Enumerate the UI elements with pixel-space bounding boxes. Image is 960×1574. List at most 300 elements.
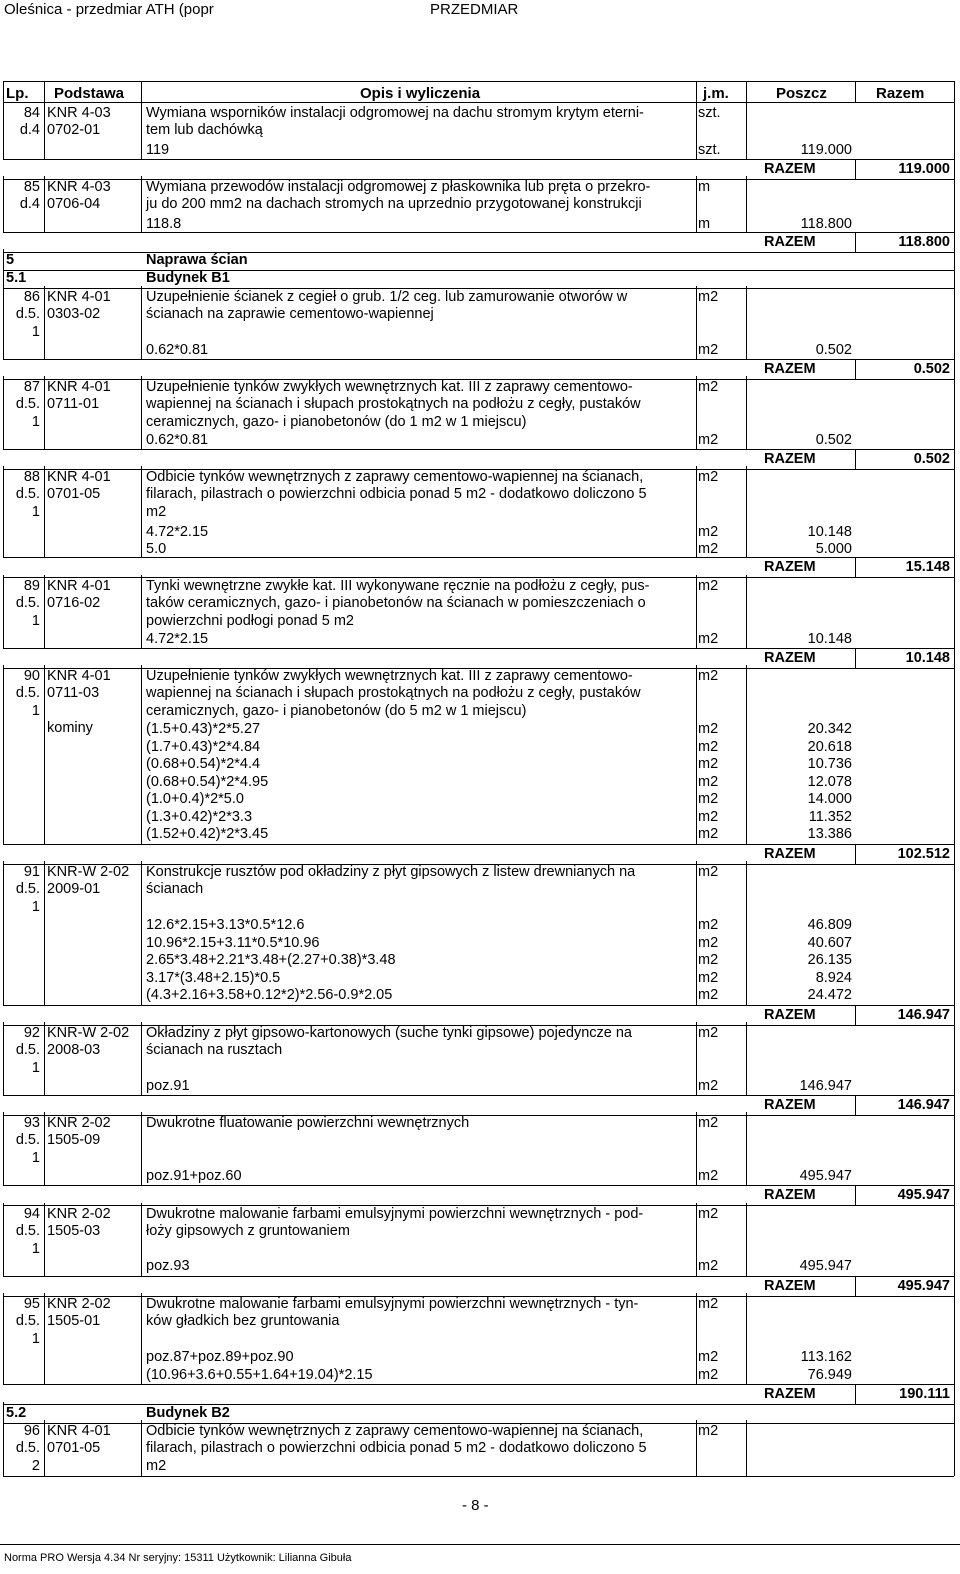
calc-value: 26.135 <box>807 952 852 968</box>
row-unit: m <box>698 179 711 195</box>
row-unit: m2 <box>698 1423 719 1439</box>
row-lp: d.5. <box>15 1132 40 1149</box>
razem-label: RAZEM <box>764 559 816 575</box>
row-lp: 1 <box>31 323 40 340</box>
column-rule <box>141 861 142 1005</box>
row-unit: szt. <box>698 105 721 121</box>
razem-label: RAZEM <box>764 1187 816 1203</box>
column-rule <box>746 176 747 232</box>
row-lp: d.4 <box>19 196 40 213</box>
column-rule <box>3 1420 4 1476</box>
column-rule <box>746 665 747 844</box>
row-unit: m2 <box>698 379 719 395</box>
row-rule <box>3 81 954 82</box>
footer-text: Norma PRO Wersja 4.34 Nr seryjny: 15311 Użytkownik: Lilianna Gibuła <box>4 1552 352 1564</box>
row-code: KNR 4-01 <box>47 578 111 594</box>
row-description: ju do 200 mm2 na dachach stromych na uprzednio przygotowanej konstrukcji <box>146 196 642 213</box>
calc-unit: m2 <box>698 809 719 825</box>
razem-label: RAZEM <box>764 234 816 250</box>
razem-value: 146.947 <box>897 1007 950 1023</box>
row-lp: 88 <box>23 469 40 485</box>
column-rule <box>3 102 4 159</box>
row-code: KNR 2-02 <box>47 1115 111 1131</box>
row-lp: 93 <box>23 1115 40 1131</box>
row-lp: d.4 <box>19 122 40 139</box>
column-rule <box>44 1022 45 1095</box>
calc-value: 20.618 <box>807 739 852 755</box>
calc-expression: (1.5+0.43)*2*5.27 <box>146 721 261 737</box>
calc-value: 10.148 <box>807 631 852 647</box>
column-rule <box>746 376 747 449</box>
calc-expression: 4.72*2.15 <box>146 524 209 540</box>
column-rule <box>3 286 4 359</box>
row-code: KNR 4-03 <box>47 105 111 121</box>
header-center: PRZEDMIAR <box>430 1 519 18</box>
column-rule <box>696 1293 697 1384</box>
row-description: Wymiana wsporników instalacji odgromowej na dachu stromym krytym eterni- <box>146 105 644 121</box>
row-unit: m2 <box>698 578 719 594</box>
row-lp: 1 <box>31 413 40 430</box>
column-rule <box>3 81 4 102</box>
razem-value: 0.502 <box>913 361 950 377</box>
razem-value: 102.512 <box>897 846 950 862</box>
column-rule <box>696 286 697 359</box>
row-code: 0711-03 <box>47 685 100 702</box>
row-rule <box>3 159 954 160</box>
row-unit: m2 <box>698 1296 719 1312</box>
row-code: 0701-05 <box>47 486 101 503</box>
razem-label: RAZEM <box>764 451 816 467</box>
calc-unit: m2 <box>698 541 719 557</box>
row-code: 0716-02 <box>47 595 101 612</box>
row-description: wapiennej na ścianach i słupach prostokątnych na podłożu z cegły, pustaków <box>146 685 641 702</box>
row-lp: 86 <box>23 289 40 305</box>
row-lp: d.5. <box>15 685 40 702</box>
column-rule <box>954 1022 955 1095</box>
column-rule <box>855 1384 856 1404</box>
calc-value: 146.947 <box>799 1078 852 1094</box>
column-rule <box>44 665 45 844</box>
row-lp: 1 <box>31 612 40 629</box>
row-lp: d.5. <box>15 396 40 413</box>
column-rule <box>696 176 697 232</box>
column-rule <box>44 466 45 557</box>
column-rule <box>44 286 45 359</box>
row-code: KNR 4-03 <box>47 179 111 195</box>
row-description: Konstrukcje rusztów pod okładziny z płyt gipsowych z listew drewnianych na <box>146 864 636 880</box>
row-code: KNR 4-01 <box>47 379 111 395</box>
row-lp: 96 <box>23 1423 40 1439</box>
column-rule <box>954 1203 955 1276</box>
calc-expression: poz.91 <box>146 1078 190 1094</box>
row-lp: 90 <box>23 668 40 684</box>
row-code: 1505-09 <box>47 1132 101 1149</box>
calc-unit: m <box>698 216 711 232</box>
row-code: 0706-04 <box>47 196 101 213</box>
column-rule <box>954 376 955 449</box>
row-code: 0303-02 <box>47 306 101 323</box>
row-code: KNR 2-02 <box>47 1296 111 1312</box>
col-razem-header: Razem <box>876 85 925 102</box>
row-lp: 1 <box>31 702 40 719</box>
column-rule <box>44 575 45 648</box>
column-rule <box>3 665 4 844</box>
column-rule <box>954 1112 955 1185</box>
calc-expression: 10.96*2.15+3.11*0.5*10.96 <box>146 935 320 951</box>
razem-value: 495.947 <box>897 1278 950 1294</box>
calc-unit: m2 <box>698 791 719 807</box>
razem-value: 10.148 <box>905 650 950 666</box>
row-lp: 95 <box>23 1296 40 1312</box>
row-description: ceramicznych, gazo- i pianobetonów (do 5 m2 w 1 miejscu) <box>146 702 527 719</box>
row-description: Odbicie tynków wewnętrznych z zaprawy cementowo-wapiennej na ścianach, <box>146 1423 644 1439</box>
calc-unit: m2 <box>698 935 719 951</box>
column-rule <box>855 844 856 864</box>
column-rule <box>3 466 4 557</box>
column-rule <box>44 176 45 232</box>
calc-value: 119.000 <box>800 142 852 158</box>
column-rule <box>44 102 45 159</box>
row-lp: d.5. <box>15 306 40 323</box>
column-rule <box>954 1402 955 1423</box>
row-unit: m2 <box>698 668 719 684</box>
calc-value: 495.947 <box>799 1168 852 1184</box>
column-rule <box>855 557 856 577</box>
column-rule <box>696 466 697 557</box>
column-rule <box>3 1402 4 1423</box>
row-rule <box>3 102 954 103</box>
calc-value: 5.000 <box>815 541 852 557</box>
razem-value: 119.000 <box>898 161 950 177</box>
column-rule <box>954 466 955 557</box>
row-description: m2 <box>146 503 167 520</box>
calc-unit: m2 <box>698 631 719 647</box>
column-rule <box>141 1293 142 1384</box>
column-rule <box>746 466 747 557</box>
calc-expression: (0.68+0.54)*2*4.4 <box>146 756 261 772</box>
column-rule <box>954 665 955 844</box>
row-lp: d.5. <box>15 1223 40 1240</box>
row-description: ścianach na zaprawie cementowo-wapiennej <box>146 306 434 323</box>
row-description: Okładziny z płyt gipsowo-kartonowych (suche tynki gipsowe) pojedyncze na <box>146 1025 632 1041</box>
column-rule <box>141 1112 142 1185</box>
calc-value: 10.148 <box>807 524 852 540</box>
column-rule <box>3 376 4 449</box>
razem-label: RAZEM <box>764 1386 816 1402</box>
column-rule <box>746 1022 747 1095</box>
row-code: 0711-01 <box>47 396 100 413</box>
calc-unit: m2 <box>698 721 719 737</box>
column-rule <box>855 232 856 252</box>
row-lp: 85 <box>23 179 40 195</box>
row-lp: 91 <box>23 864 40 880</box>
calc-value: 24.472 <box>807 987 852 1003</box>
column-rule <box>696 861 697 1005</box>
section-number: 5.2 <box>6 1405 27 1421</box>
row-lp: 1 <box>31 1330 40 1347</box>
row-description: powierzchni podłogi ponad 5 m2 <box>146 612 354 629</box>
calc-value: 40.607 <box>807 935 852 951</box>
row-description: filarach, pilastrach o powierzchni odbicia ponad 5 m2 - dodatkowo doliczono 5 <box>146 486 647 503</box>
column-rule <box>954 1384 955 1404</box>
row-code: 0701-05 <box>47 1440 101 1457</box>
row-lp: 84 <box>23 105 40 121</box>
row-lp: 89 <box>23 578 40 594</box>
column-rule <box>696 376 697 449</box>
razem-label: RAZEM <box>764 361 816 377</box>
calc-unit: m2 <box>698 432 719 448</box>
calc-expression: (0.68+0.54)*2*4.95 <box>146 774 269 790</box>
column-rule <box>954 81 955 102</box>
row-lp: 1 <box>31 1059 40 1076</box>
row-lp: 1 <box>31 503 40 520</box>
row-description: ków gładkich bez gruntowania <box>146 1313 340 1330</box>
row-rule <box>3 1276 954 1277</box>
row-description: ścianach <box>146 881 204 898</box>
column-rule <box>954 575 955 648</box>
column-rule <box>3 267 4 288</box>
calc-unit: m2 <box>698 739 719 755</box>
column-rule <box>3 1022 4 1095</box>
column-rule <box>746 81 747 102</box>
column-rule <box>954 1420 955 1476</box>
razem-label: RAZEM <box>764 650 816 666</box>
calc-expression: poz.91+poz.60 <box>146 1168 242 1184</box>
column-rule <box>855 648 856 668</box>
column-rule <box>44 1293 45 1384</box>
column-rule <box>696 1112 697 1185</box>
column-rule <box>746 575 747 648</box>
calc-unit: m2 <box>698 917 719 933</box>
row-unit: m2 <box>698 469 719 485</box>
calc-expression: (1.0+0.4)*2*5.0 <box>146 791 244 807</box>
col-podstawa-header: Podstawa <box>54 85 125 102</box>
column-rule <box>141 1420 142 1476</box>
column-rule <box>696 1420 697 1476</box>
header-left: Oleśnica - przedmiar ATH (popr <box>4 1 214 18</box>
row-description: ścianach na rusztach <box>146 1042 283 1059</box>
calc-unit: m2 <box>698 1349 719 1365</box>
column-rule <box>855 1005 856 1025</box>
row-lp: d.5. <box>15 595 40 612</box>
calc-value: 0.502 <box>815 342 852 358</box>
column-rule <box>696 81 697 102</box>
column-rule <box>141 1203 142 1276</box>
calc-expression: poz.87+poz.89+poz.90 <box>146 1349 294 1365</box>
column-rule <box>696 1022 697 1095</box>
column-rule <box>141 575 142 648</box>
row-description: Uzupełnienie ścianek z cegieł o grub. 1/2 ceg. lub zamurowanie otworów w <box>146 289 628 305</box>
column-rule <box>44 81 45 102</box>
calc-value: 11.352 <box>808 809 852 825</box>
row-lp: 1 <box>31 898 40 915</box>
section-number: 5.1 <box>6 270 27 286</box>
row-description: łoży gipsowych z gruntowaniem <box>146 1223 350 1240</box>
row-description: taków ceramicznych, gazo- i pianobetonów na ścianach w pomieszczeniach o <box>146 595 646 612</box>
row-unit: m2 <box>698 864 719 880</box>
razem-label: RAZEM <box>764 846 816 862</box>
calc-unit: m2 <box>698 1078 719 1094</box>
column-rule <box>746 1112 747 1185</box>
column-rule <box>954 861 955 1005</box>
column-rule <box>954 557 955 577</box>
calc-value: 8.924 <box>815 970 852 986</box>
calc-unit: m2 <box>698 952 719 968</box>
col-jm-header: j.m. <box>703 85 729 102</box>
column-rule <box>855 359 856 379</box>
calc-value: 0.502 <box>815 432 852 448</box>
column-rule <box>746 1203 747 1276</box>
calc-expression: 4.72*2.15 <box>146 631 209 647</box>
razem-value: 15.148 <box>905 559 950 575</box>
row-unit: m2 <box>698 289 719 305</box>
column-rule <box>855 159 856 179</box>
calc-unit: m2 <box>698 970 719 986</box>
calc-expression: 2.65*3.48+2.21*3.48+(2.27+0.38)*3.48 <box>146 952 396 968</box>
row-rule <box>3 449 954 450</box>
row-rule <box>3 1384 954 1385</box>
section-title: Naprawa ścian <box>146 252 248 268</box>
row-lp: 92 <box>23 1025 40 1041</box>
row-lp: d.5. <box>15 486 40 503</box>
calc-expression: 3.17*(3.48+2.15)*0.5 <box>146 970 281 986</box>
page-header <box>0 0 960 18</box>
column-rule <box>696 575 697 648</box>
column-rule <box>141 1022 142 1095</box>
column-rule <box>954 286 955 359</box>
column-rule <box>746 102 747 159</box>
row-description: wapiennej na ścianach i słupach prostokątnych na podłożu z cegły, pustaków <box>146 396 641 413</box>
razem-value: 190.111 <box>899 1386 950 1402</box>
calc-unit: m2 <box>698 826 719 842</box>
calc-unit: m2 <box>698 342 719 358</box>
row-lp: d.5. <box>15 1042 40 1059</box>
footer-rule <box>0 1544 960 1545</box>
razem-value: 118.800 <box>898 234 950 250</box>
section-number: 5 <box>6 252 15 268</box>
calc-expression: 5.0 <box>146 541 167 557</box>
calc-expression: (1.52+0.42)*2*3.45 <box>146 826 269 842</box>
column-rule <box>141 286 142 359</box>
calc-value: 14.000 <box>807 791 852 807</box>
calc-unit: m2 <box>698 1168 719 1184</box>
razem-value: 146.947 <box>897 1097 950 1113</box>
calc-value: 118.800 <box>800 216 852 232</box>
razem-value: 495.947 <box>897 1187 950 1203</box>
row-code: KNR 4-01 <box>47 469 111 485</box>
column-rule <box>746 861 747 1005</box>
row-lp: 1 <box>31 1149 40 1166</box>
column-rule <box>141 466 142 557</box>
row-lp: d.5. <box>15 1313 40 1330</box>
row-rule <box>3 844 954 845</box>
row-description: Wymiana przewodów instalacji odgromowej z płaskownika lub pręta o przekro- <box>146 179 651 195</box>
column-rule <box>855 1276 856 1296</box>
row-rule <box>3 1095 954 1096</box>
calc-value: 13.386 <box>807 826 852 842</box>
row-code: KNR 4-01 <box>47 668 111 684</box>
calc-expression: (1.3+0.42)*2*3.3 <box>146 809 253 825</box>
calc-expression: 119 <box>146 142 170 158</box>
column-rule <box>44 1203 45 1276</box>
col-poszcz-header: Poszcz <box>776 85 827 102</box>
column-rule <box>746 1420 747 1476</box>
column-rule <box>696 1203 697 1276</box>
column-rule <box>44 861 45 1005</box>
column-rule <box>3 1203 4 1276</box>
row-code: KNR-W 2-02 <box>47 864 130 880</box>
column-rule <box>44 1112 45 1185</box>
calc-expression: 0.62*0.81 <box>146 342 209 358</box>
row-code: kominy <box>47 720 93 737</box>
row-rule <box>3 1476 954 1477</box>
calc-unit: szt. <box>698 142 721 158</box>
calc-value: 495.947 <box>799 1258 852 1274</box>
column-rule <box>954 1185 955 1205</box>
column-rule <box>3 861 4 1005</box>
row-code: KNR 2-02 <box>47 1206 111 1222</box>
row-rule <box>3 648 954 649</box>
row-lp: 87 <box>23 379 40 395</box>
calc-expression: 12.6*2.15+3.13*0.5*12.6 <box>146 917 305 933</box>
row-rule <box>3 232 954 233</box>
row-description: Uzupełnienie tynków zwykłych wewnętrznych kat. III z zaprawy cementowo- <box>146 379 633 395</box>
row-description: tem lub dachówką <box>146 122 263 139</box>
column-rule <box>855 1185 856 1205</box>
calc-unit: m2 <box>698 1258 719 1274</box>
calc-expression: (4.3+2.16+3.58+0.12*2)*2.56-0.9*2.05 <box>146 987 393 1003</box>
row-code: 2009-01 <box>47 881 101 898</box>
column-rule <box>141 665 142 844</box>
row-description: Tynki wewnętrzne zwykłe kat. III wykonywane ręcznie na podłożu z cegły, pus- <box>146 578 650 594</box>
column-rule <box>3 1293 4 1384</box>
page-number: - 8 - <box>462 1497 489 1514</box>
column-rule <box>141 376 142 449</box>
calc-expression: (10.96+3.6+0.55+1.64+19.04)*2.15 <box>146 1367 373 1383</box>
column-rule <box>954 267 955 288</box>
row-unit: m2 <box>698 1115 719 1131</box>
column-rule <box>141 176 142 232</box>
calc-unit: m2 <box>698 987 719 1003</box>
row-code: 0702-01 <box>47 122 101 139</box>
column-rule <box>141 102 142 159</box>
column-rule <box>855 81 856 102</box>
column-rule <box>954 1293 955 1384</box>
row-description: ceramicznych, gazo- i pianobetonów (do 1 m2 w 1 miejscu) <box>146 413 527 430</box>
row-code: 1505-03 <box>47 1223 101 1240</box>
row-lp: 1 <box>31 1240 40 1257</box>
row-description: Dwukrotne malowanie farbami emulsyjnymi powierzchni wewnętrznych - tyn- <box>146 1296 639 1312</box>
calc-value: 46.809 <box>807 917 852 933</box>
calc-unit: m2 <box>698 756 719 772</box>
row-description: Dwukrotne malowanie farbami emulsyjnymi powierzchni wewnętrznych - pod- <box>146 1206 644 1222</box>
calc-unit: m2 <box>698 774 719 790</box>
section-title: Budynek B2 <box>146 1405 230 1421</box>
section-title: Budynek B1 <box>146 270 230 286</box>
column-rule <box>3 1112 4 1185</box>
calc-expression: 0.62*0.81 <box>146 432 209 448</box>
column-rule <box>44 376 45 449</box>
row-description: Dwukrotne fluatowanie powierzchni wewnętrznych <box>146 1115 470 1131</box>
col-opis-header: Opis i wyliczenia <box>360 85 481 102</box>
calc-expression: (1.7+0.43)*2*4.84 <box>146 739 261 755</box>
razem-value: 0.502 <box>913 451 950 467</box>
row-description: filarach, pilastrach o powierzchni odbicia ponad 5 m2 - dodatkowo doliczono 5 <box>146 1440 647 1457</box>
razem-label: RAZEM <box>764 1097 816 1113</box>
row-code: 1505-01 <box>47 1313 101 1330</box>
row-lp: 94 <box>23 1206 40 1222</box>
row-description: Uzupełnienie tynków zwykłych wewnętrznych kat. III z zaprawy cementowo- <box>146 668 633 684</box>
